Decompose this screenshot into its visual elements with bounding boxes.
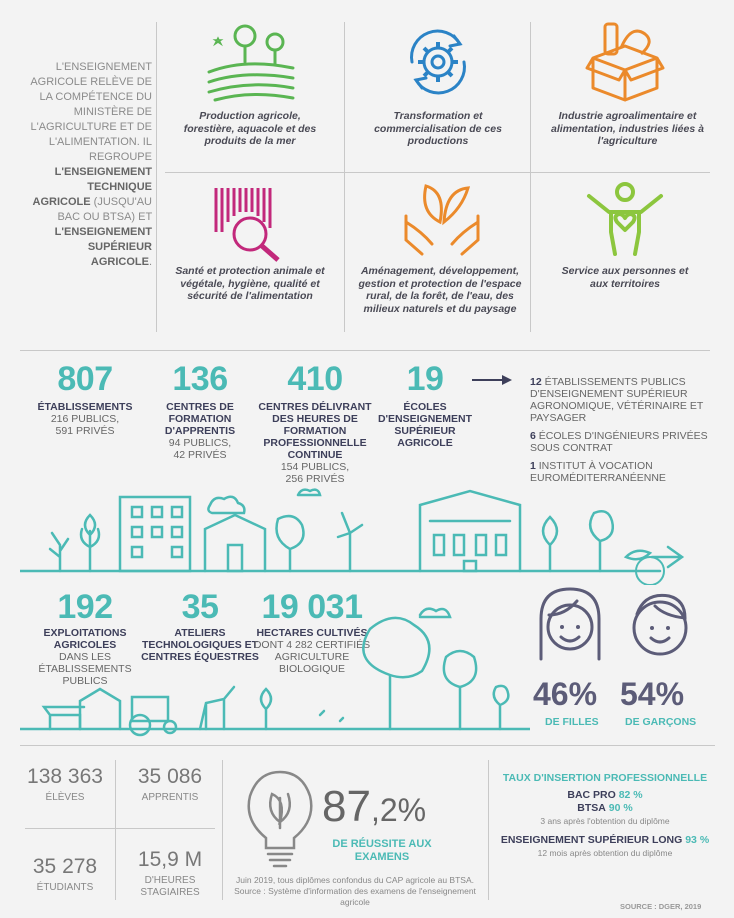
source-credit: SOURCE : DGER, 2019 [620,902,702,911]
insertion-diploma: BTSA [577,802,606,814]
stat-number: 410 [287,360,343,398]
barcode-magnifier-icon [210,182,286,262]
stat-number: 192 [57,588,113,626]
insertion-diploma: ENSEIGNEMENT SUPÉRIEUR LONG [500,834,683,846]
success-rate [322,782,426,832]
stat-title: ÉTABLISSEMENTS [37,401,133,413]
stat-title: CENTRES DÉLIVRANT DES HEURES DE FORMATION PROFESSIONNELLE CONTINUE [258,401,372,461]
stat-number: 19 [406,360,444,398]
people-label: D'HEURES STAGIAIRES [140,875,200,898]
list-item [530,460,720,484]
domain-label: Aménagement, développement, gestion et protection de l'espace rural, de la forêt, de l'eau, des milieux naturels et du paysage [358,265,522,315]
arrow-right-icon [470,372,514,388]
higher-education-list [530,376,720,490]
list-count: 12 [530,376,542,388]
divider [156,22,157,332]
stat-title: HECTARES CULTIVÉS [256,627,368,639]
intro-line: L'ENSEIGNEMENT AGRICOLE RELÈVE DE LA COMPÉTENCE DU MINISTÈRE DE L'AGRICULTURE ET DE L'ALIMENTATION. IL REGROUPE [30,61,152,163]
stat-title: ATELIERS TECHNOLOGIQUES ET CENTRES ÉQUESTRES [141,627,259,663]
stat-number: 807 [57,360,113,398]
people-count: 138 363 [27,765,103,788]
stat-number: 136 [172,360,228,398]
girls-label: DE FILLES [545,716,599,728]
divider [488,760,489,900]
insertion-row [500,834,710,847]
boys-label: DE GARÇONS [625,716,697,728]
girl-face-icon [535,585,605,663]
domain-label: Santé et protection animale et végétale, hygiène, qualité et sécurité de l'alimentation [175,265,325,302]
insertion-title: TAUX D'INSERTION PROFESSIONNELLE [502,772,708,784]
stat-label [370,401,480,449]
insertion-diploma: BAC PRO [567,789,616,801]
city-landscape-illustration [20,485,720,585]
insertion-row [500,802,710,815]
food-box-icon [585,18,665,104]
domain-label: Transformation et commercialisation de ces productions [374,110,502,147]
people-label: ÉTUDIANTS [36,882,94,893]
gear-cycle-icon [398,22,478,102]
insertion-note: 3 ans après l'obtention du diplôme [540,816,670,826]
stat-sub: 94 PUBLICS, [168,437,232,449]
stat-title: ÉCOLES D'ENSEIGNEMENT SUPÉRIEUR AGRICOLE [377,401,473,449]
farm-field-icon [205,22,297,102]
stat-label [30,401,140,437]
domain-label: Industrie agroalimentaire et alimentation, industries liées à l'agriculture [551,110,704,147]
domain-label: Production agricole, forestière, aquacole et des produits de la mer [183,110,317,147]
stat-title: CENTRES DE FORMATION D'APPRENTIS [164,401,236,437]
people-count: 35 086 [137,765,203,788]
stat-title: EXPLOITATIONS AGRICOLES [43,627,127,651]
stat-sub: DANS LES ÉTABLISSEMENTS PUBLICS [38,651,132,687]
stat-sub: DONT 4 282 CERTIFIÉS AGRICULTURE BIOLOGIQUE [253,639,371,675]
people-label: ÉLÈVES [45,792,85,803]
list-text: INSTITUT À VOCATION EUROMÉDITERRANÉENNE [530,460,666,484]
intro-dot: . [148,256,152,268]
list-item [530,430,720,454]
intro-line: (JUSQU'AU BAC OU BTSA) ET [57,196,152,223]
stat-sub: 42 PRIVÉS [173,449,227,461]
note-line: Source : Système d'information des examens de l'enseignement agricole [234,886,476,907]
intro-text [28,60,152,270]
stat-number: 19 031 [261,588,363,626]
boys-percentage: 54% [620,676,685,712]
farm-landscape-illustration [20,605,530,745]
divider [344,22,345,332]
lightbulb-leaf-icon [240,768,320,872]
insertion-block [500,772,710,866]
divider [25,828,215,829]
girls-percentage: 46% [533,676,598,712]
insertion-rate: 82 % [618,789,643,801]
success-rate-dec: ,2% [370,792,427,828]
success-note [225,875,485,908]
divider [20,745,715,746]
people-count: 35 278 [32,855,98,878]
stat-sub: 216 PUBLICS, [50,413,120,425]
intro-bold: L'ENSEIGNEMENT TECHNIQUE AGRICOLE [32,166,152,208]
stat-sub: 154 PUBLICS, [280,461,350,473]
note-line: Juin 2019, tous diplômes confondus du CAP agricole au BTSA. [236,875,474,885]
person-heart-icon [585,182,665,258]
stat-sub: 591 PRIVÉS [55,425,115,437]
domain-label: Service aux personnes et aux territoires [561,265,689,290]
list-count: 1 [530,460,536,472]
divider [20,350,710,351]
people-label: APPRENTIS [141,792,199,803]
divider [530,22,531,332]
insertion-rate: 93 % [685,834,710,846]
stat-number: 35 [181,588,219,626]
intro-bold: L'ENSEIGNEMENT SUPÉRIEUR AGRICOLE [54,226,152,268]
stat-label [255,401,375,485]
insertion-note: 12 mois après obtention du diplôme [537,848,673,858]
stat-label [145,401,255,461]
success-label: DE RÉUSSITE AUX EXAMENS [332,838,432,863]
insertion-row [500,789,710,802]
insertion-rate: 90 % [608,802,633,814]
list-text: ÉTABLISSEMENTS PUBLICS D'ENSEIGNEMENT SUPÉRIEUR AGRONOMIQUE, VÉTÉRINAIRE ET PAYSAGER [530,376,704,424]
list-text: ÉCOLES D'INGÉNIEURS PRIVÉES SOUS CONTRAT [530,430,708,454]
list-item [530,376,720,424]
success-rate-int: 87 [322,782,371,831]
boy-face-icon [625,588,695,664]
hands-leaves-icon [402,172,482,256]
list-count: 6 [530,430,536,442]
stat-sub: 256 PRIVÉS [285,473,345,485]
people-count: 15,9 M [137,848,203,871]
